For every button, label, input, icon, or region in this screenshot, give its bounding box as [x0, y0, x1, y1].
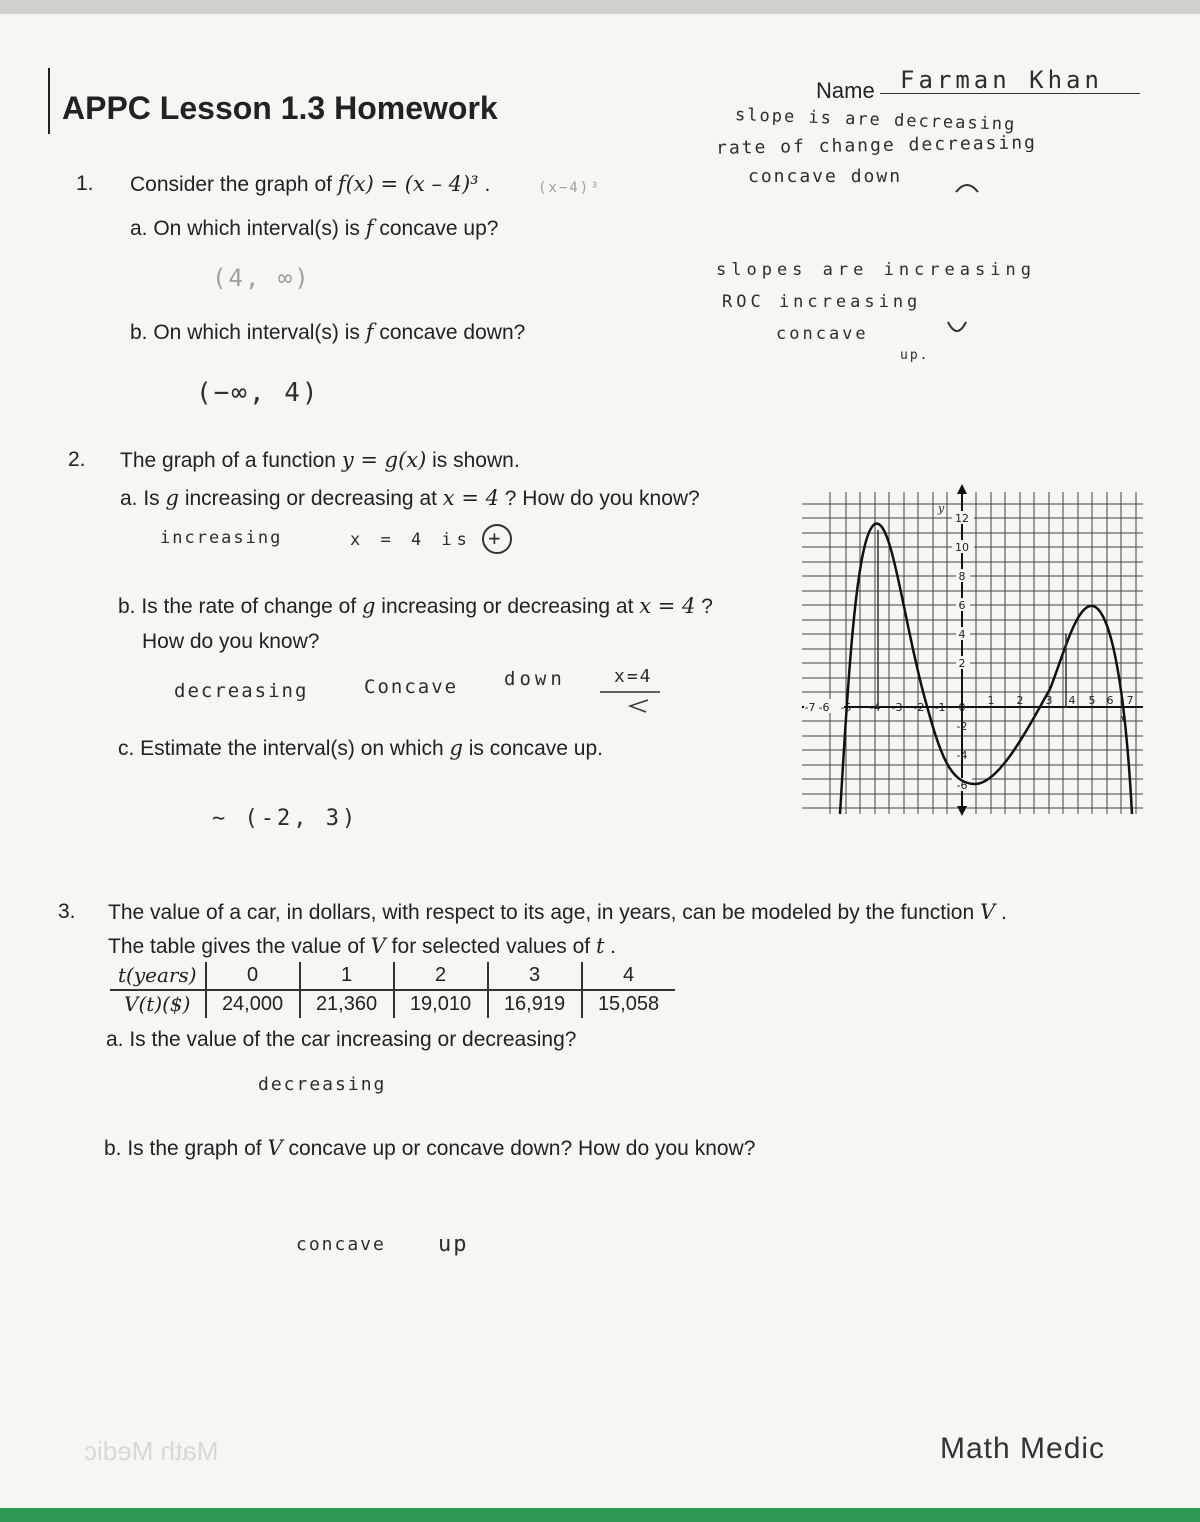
- q1a-answer: (4, ∞): [212, 264, 311, 292]
- table-cell: 19,010: [394, 990, 488, 1018]
- table-row-header: V(t)($): [124, 992, 191, 1016]
- x-tick: 6: [1106, 694, 1114, 707]
- x-tick: -5: [840, 701, 852, 714]
- q1-note-2: ROC increasing: [722, 292, 922, 312]
- q2-number: 2.: [68, 448, 86, 471]
- x-tick: -6: [818, 701, 830, 714]
- y-axis-arrow-down: [957, 806, 967, 816]
- q1-note-1: slopes are increasing: [716, 260, 1036, 280]
- x-tick: -3: [891, 701, 903, 714]
- q3-number: 3.: [58, 900, 76, 923]
- footer-logo: Math Medic: [940, 1432, 1106, 1465]
- table-cell: 15,058: [582, 990, 675, 1018]
- x-tick: -1: [934, 701, 946, 714]
- q1-note-4: up.: [900, 348, 930, 363]
- table-cell: 4: [582, 962, 675, 990]
- y-tick: 8: [958, 570, 966, 583]
- q3a-question: a. Is the value of the car increasing or decreasing?: [106, 1028, 577, 1051]
- x-tick: 0: [958, 701, 966, 714]
- q2c-answer: ∼ (-2, 3): [212, 806, 359, 831]
- x-tick: 1: [987, 694, 995, 707]
- table-cell: 0: [206, 962, 300, 990]
- q3b-question: b. Is the graph of V concave up or concave down? How do you know?: [104, 1136, 756, 1160]
- underline-scribble: [596, 688, 666, 716]
- q3b-answer-2: up: [438, 1232, 469, 1257]
- bleed-through-watermark: Math Medic: [84, 1436, 219, 1466]
- q2b-answer-3: down: [504, 668, 566, 690]
- y-axis-label: y: [938, 502, 945, 515]
- table-row: [110, 962, 675, 990]
- x-tick: -2: [913, 701, 925, 714]
- q3-prompt-line1: The value of a car, in dollars, with respect to its age, in years, can be modeled by the function V .: [108, 900, 1007, 924]
- table-row: [110, 990, 675, 1018]
- x-tick: 2: [1016, 694, 1024, 707]
- q2b-answer-2: Concave: [364, 676, 459, 698]
- y-axis-arrow: [957, 484, 967, 494]
- q1b-question: b. On which interval(s) is f concave down?: [130, 320, 526, 344]
- x-tick: 4: [1068, 694, 1076, 707]
- q2b-question-line2: How do you know?: [142, 630, 320, 653]
- y-tick: 4: [958, 628, 966, 641]
- table-cell: 3: [488, 962, 582, 990]
- x-tick: -7: [804, 701, 816, 714]
- y-tick: -2: [956, 720, 968, 733]
- q1-margin-note: (x−4)³: [538, 180, 601, 196]
- q2b-answer-4: x=4: [614, 666, 653, 687]
- y-tick: 10: [955, 541, 969, 554]
- concave-up-sketch: [944, 318, 970, 338]
- q3a-answer: decreasing: [258, 1074, 387, 1095]
- q1a-question: a. On which interval(s) is f concave up?: [130, 216, 499, 240]
- header-note-3: concave down: [748, 166, 903, 187]
- table-cell: 21,360: [300, 990, 394, 1018]
- y-tick: 6: [958, 599, 966, 612]
- table-row-header: t(years): [110, 962, 206, 990]
- concave-down-sketch: [952, 176, 982, 196]
- values-table: [110, 962, 675, 1018]
- name-label: Name: [816, 78, 875, 103]
- q1-note-3: concave: [776, 324, 869, 344]
- q2b-question: b. Is the rate of change of g increasing or decreasing at x = 4 ?: [118, 594, 713, 618]
- y-tick: -6: [956, 779, 968, 792]
- margin-line: [48, 68, 50, 134]
- header-note-2: rate of change decreasing: [715, 132, 1038, 159]
- q2a-question: a. Is g increasing or decreasing at x = 4 ? How do you know?: [120, 486, 700, 510]
- x-tick: -4: [869, 701, 881, 714]
- table-cell: 16,919: [488, 990, 582, 1018]
- q2b-answer-1: decreasing: [174, 680, 309, 702]
- x-tick: 5: [1088, 694, 1096, 707]
- q1-prompt: Consider the graph of f(x) = (x – 4)³ .: [130, 172, 491, 196]
- q1-number: 1.: [76, 172, 94, 195]
- x-tick: 3: [1045, 694, 1053, 707]
- q2a-reason: x = 4 is +: [350, 524, 512, 554]
- q3-prompt-line2: The table gives the value of V for selected values of t .: [108, 934, 617, 958]
- q2-prompt: The graph of a function y = g(x) is shown.: [120, 448, 520, 472]
- table-cell: 24,000: [206, 990, 300, 1018]
- q1b-answer: (−∞, 4): [196, 378, 320, 408]
- q2a-answer: increasing: [160, 528, 283, 548]
- scan-top-edge: [0, 0, 1200, 14]
- function-graph: [800, 484, 1145, 818]
- scan-bottom-edge: [0, 1508, 1200, 1522]
- q2c-question: c. Estimate the interval(s) on which g is concave up.: [118, 736, 604, 760]
- q3b-answer-1: concave: [296, 1234, 386, 1255]
- y-tick: 2: [958, 657, 966, 670]
- y-tick: -4: [956, 749, 968, 762]
- x-axis-label: x: [1120, 712, 1127, 725]
- table-cell: 2: [394, 962, 488, 990]
- table-cell: 1: [300, 962, 394, 990]
- header-note-1: slope is are decreasing: [734, 105, 1017, 135]
- page-title: APPC Lesson 1.3 Homework: [62, 90, 498, 126]
- y-tick: 12: [955, 512, 969, 525]
- x-tick: 7: [1126, 694, 1134, 707]
- student-name: Farman Khan: [900, 66, 1103, 94]
- function-curve: [840, 524, 1132, 814]
